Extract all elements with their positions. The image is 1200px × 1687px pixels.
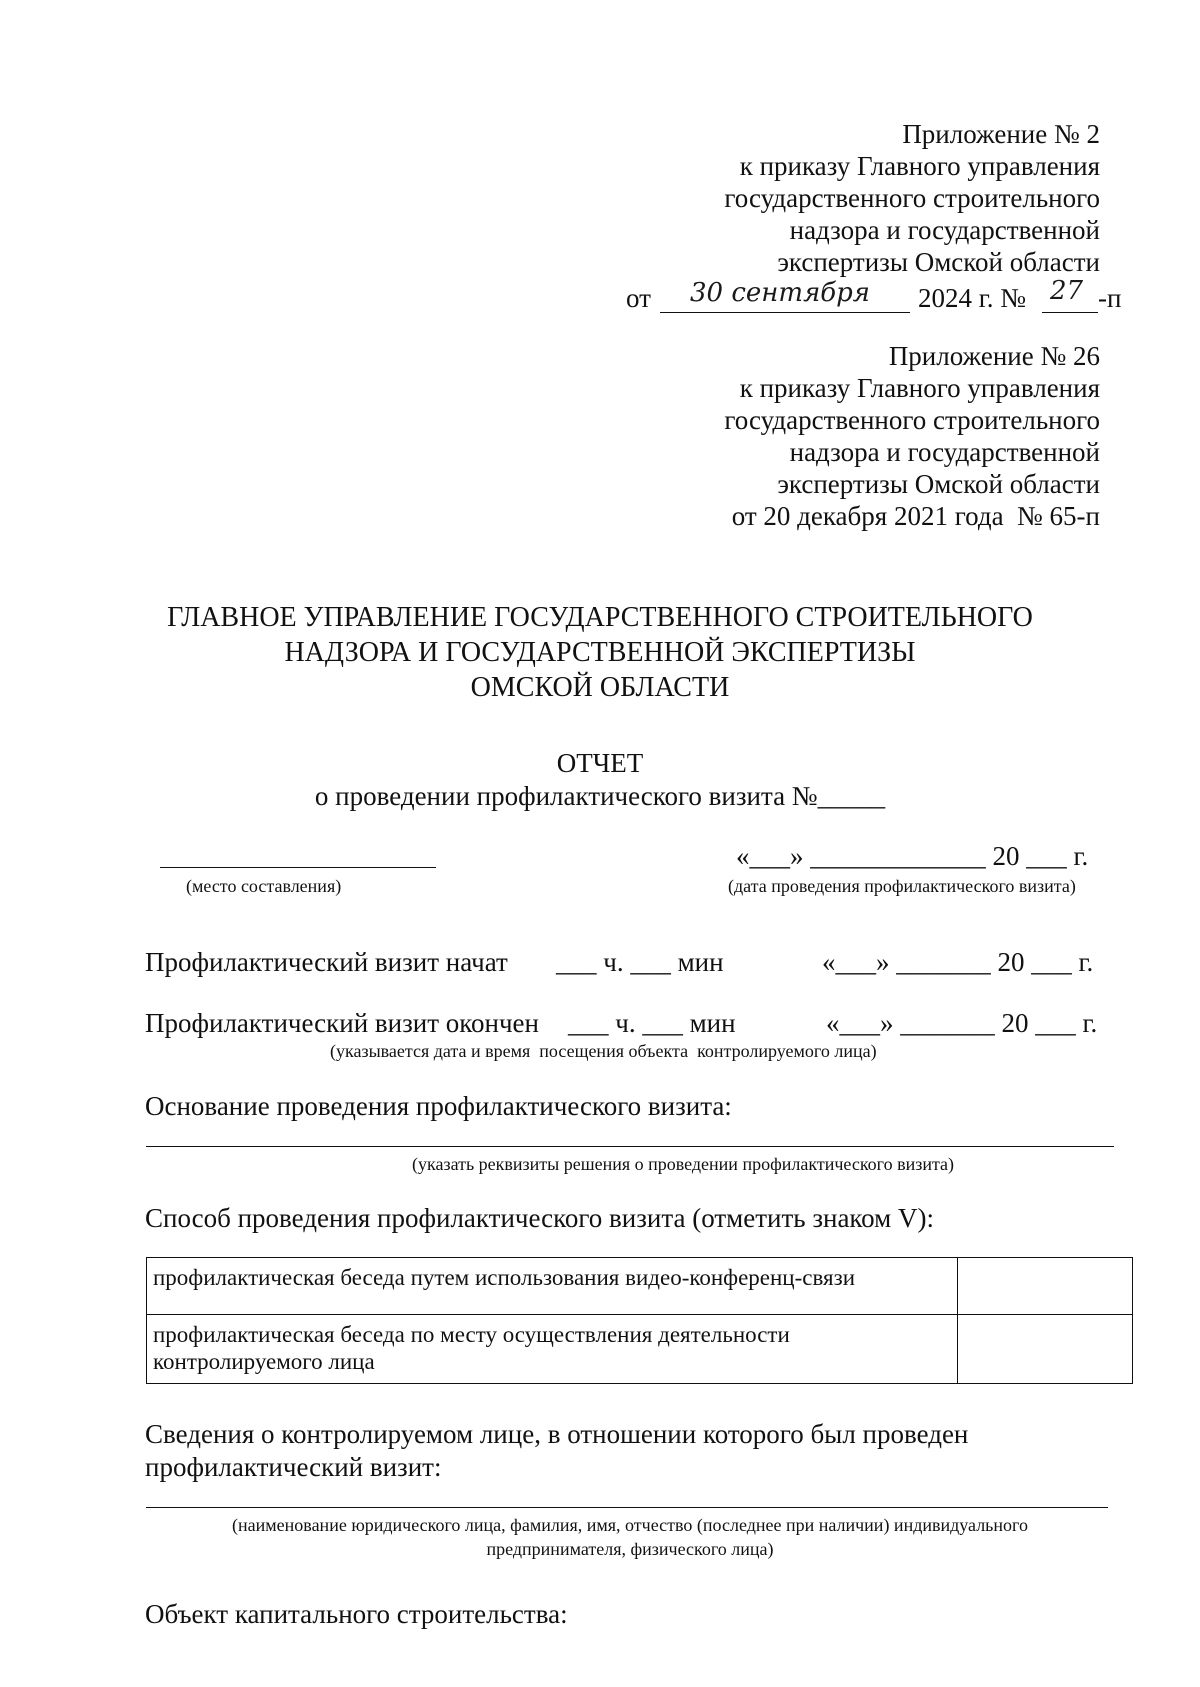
annex2-date-underline	[660, 312, 910, 313]
visit-start-time: ___ ч. ___ мин	[556, 947, 724, 977]
org-heading-line: ГЛАВНОЕ УПРАВЛЕНИЕ ГОСУДАРСТВЕННОГО СТРОИТЕЛЬНОГО	[167, 602, 1033, 633]
method-option-checkbox[interactable]	[958, 1315, 1133, 1384]
method-option-text: профилактическая беседа путем использования видео-конференц-связи	[147, 1258, 958, 1315]
method-table	[146, 1257, 1133, 1384]
annex26-line: к приказу Главного управления	[739, 373, 1100, 403]
annex2-line: государственного строительного	[724, 183, 1100, 213]
org-heading-line: НАДЗОРА И ГОСУДАРСТВЕННОЙ ЭКСПЕРТИЗЫ	[284, 637, 916, 668]
controlled-person-caption-2: предпринимателя, физического лица)	[486, 1539, 774, 1559]
annex2-number-suffix: -п	[1098, 283, 1122, 313]
controlled-person-label-1: Сведения о контролируемом лице, в отношении которого был проведен	[145, 1419, 969, 1449]
visit-start-date: «___» _______ 20 ___ г.	[822, 947, 1094, 977]
annex26-block	[540, 340, 1100, 532]
annex2-number-handwritten: 27	[1050, 276, 1084, 306]
method-option-checkbox[interactable]	[958, 1258, 1133, 1315]
visit-start-label: Профилактический визит начат	[145, 947, 508, 977]
org-heading	[100, 600, 1100, 705]
place-caption: (место составления)	[186, 876, 342, 896]
annex2-date-handwritten: 30 сентября	[690, 278, 871, 308]
org-heading-line: ОМСКОЙ ОБЛАСТИ	[470, 672, 730, 703]
controlled-person-caption-1: (наименование юридического лица, фамилия, имя, отчество (последнее при наличии) индивидуального	[232, 1515, 1028, 1535]
method-label: Способ проведения профилактического визита (отметить знаком V):	[145, 1203, 934, 1233]
controlled-person-label-2: профилактический визит:	[145, 1452, 442, 1482]
visit-end-date: «___» _______ 20 ___ г.	[826, 1008, 1098, 1038]
report-title: ОТЧЕТ	[556, 748, 644, 778]
controlled-person-underline	[146, 1507, 1108, 1508]
annex2-line: экспертизы Омской области	[777, 247, 1100, 277]
visit-date-caption: (дата проведения профилактического визита)	[728, 876, 1076, 896]
basis-underline	[146, 1146, 1114, 1147]
basis-label: Основание проведения профилактического визита:	[145, 1091, 732, 1121]
annex26-line: государственного строительного	[724, 405, 1100, 435]
method-option-row	[147, 1258, 1133, 1315]
place-underline	[160, 867, 436, 868]
annex2-date-year: 2024 г. №	[918, 283, 1027, 313]
capital-object-label: Объект капитального строительства:	[145, 1599, 568, 1629]
method-option-text: профилактическая беседа по месту осуществления деятельности контролируемого лица	[147, 1315, 958, 1384]
basis-caption: (указать реквизиты решения о проведении профилактического визита)	[412, 1154, 955, 1174]
method-option-row	[147, 1315, 1133, 1384]
visit-time-caption: (указывается дата и время посещения объекта контролируемого лица)	[330, 1041, 877, 1061]
annex2-number-underline	[1042, 312, 1098, 313]
annex2-line: Приложение № 2	[902, 119, 1100, 149]
visit-end-time: ___ ч. ___ мин	[568, 1008, 736, 1038]
annex26-line: надзора и государственной	[789, 437, 1100, 467]
visit-end-label: Профилактический визит окончен	[145, 1008, 539, 1038]
annex2-date-prefix: от	[626, 283, 651, 313]
annex2-line: к приказу Главного управления	[739, 151, 1100, 181]
annex2-line: надзора и государственной	[789, 215, 1100, 245]
annex26-line: от 20 декабря 2021 года № 65-п	[731, 501, 1100, 531]
report-subtitle: о проведении профилактического визита №_____	[314, 781, 886, 811]
annex26-line: экспертизы Омской области	[777, 469, 1100, 499]
annex2-block	[540, 118, 1100, 278]
visit-date-line: «___» _____________ 20 ___ г.	[736, 841, 1089, 871]
annex26-line: Приложение № 26	[888, 341, 1100, 371]
